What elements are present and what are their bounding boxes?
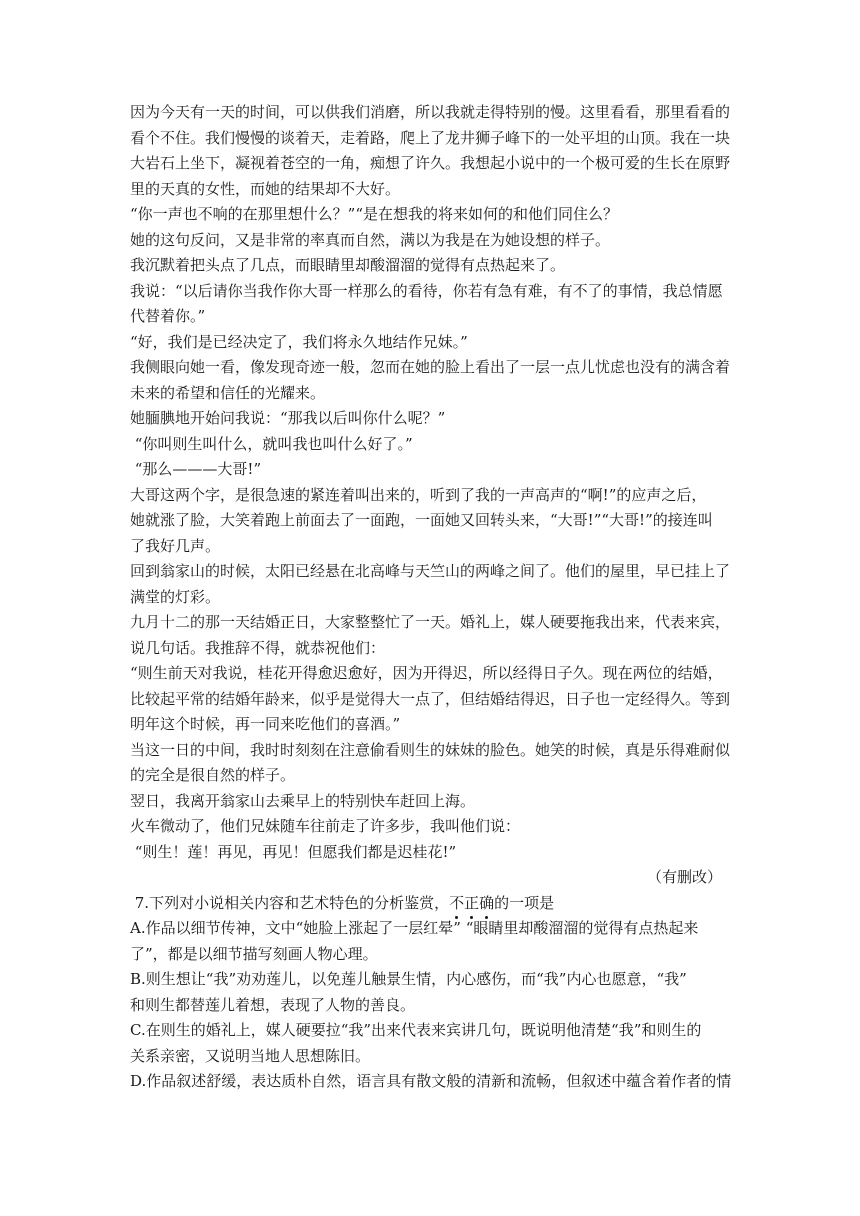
- option-line: C.在则生的婚礼上，媒人硬要拉“我”出来代表来宾讲几句，既说明他清楚“我”和则生的: [130, 1021, 702, 1039]
- passage-body: [130, 100, 740, 1095]
- question-emphasis-2: 正: [464, 891, 479, 917]
- passage-line: 比较起平常的结婚年龄来，似乎是觉得大一点了，但结婚结得迟，日子也一定经得久。等到: [130, 689, 731, 708]
- question-emphasis-1: 不: [449, 891, 464, 917]
- passage-line: 的完全是很自然的样子。: [130, 766, 296, 784]
- passage-line: 因为今天有一天的时间，可以供我们消磨，所以我就走得特别的慢。这里看看，那里看看的: [130, 103, 731, 121]
- passage-line: 九月十二的那一天结婚正日，大家整整忙了一天。婚礼上，媒人硬要拖我出来，代表来宾，: [130, 613, 731, 631]
- passage-line: 满堂的灯彩。: [130, 587, 221, 606]
- passage-line: 她的这句反问，又是非常的率真而自然，满以为我是在为她设想的样子。: [130, 230, 611, 249]
- passage-line: 火车微动了，他们兄妹随车往前走了许多步，我叫他们说：: [130, 817, 521, 835]
- passage-line: 代替着你。”: [130, 307, 206, 325]
- passage-line: 当这一日的中间，我时时刻刻在注意偷看则生的妹妹的脸色。她笑的时候，真是乐得难耐似: [130, 740, 731, 759]
- option-line: 关系亲密，又说明当地人思想陈旧。: [130, 1046, 371, 1065]
- passage-line: “你叫则生叫什么，就叫我也叫什么好了。”: [130, 434, 413, 453]
- option-line: A.作品以细节传神，文中“她脸上涨起了一层红晕” “眼睛里却酸溜溜的觉得有点热起来: [130, 919, 699, 937]
- question-stem: [130, 891, 740, 917]
- passage-line: 我沉默着把头点了几点，而眼睛里却酸溜溜的觉得有点热起来了。: [130, 256, 566, 274]
- passage-line: “那么———大哥!”: [130, 460, 262, 478]
- passage-line: 我说：“以后请你当我作你大哥一样那么的看待，你若有急有难，有不了的事情，我总情愿: [130, 281, 723, 300]
- passage-line: 大哥这两个字，是很急速的紧连着叫出来的，听到了我的一声高声的“啊!”的应声之后，: [130, 485, 707, 504]
- option-line: 和则生都替莲儿着想，表现了人物的善良。: [130, 995, 416, 1014]
- passage-line: “则生前天对我说，桂花开得愈迟愈好，因为开得迟，所以经得日子久。现在两位的结婚，: [130, 664, 723, 682]
- passage-line: 里的天真的女性，而她的结果却不大好。: [130, 179, 401, 198]
- option-line: B.则生想让“我”劝劝莲儿，以免莲儿触景生情，内心感伤，而“我”内心也愿意，“我”: [130, 970, 687, 988]
- option-line: D.作品叙述舒缓，表达质朴自然，语言具有散文般的清新和流畅，但叙述中蕴含着作者的情: [130, 1072, 732, 1090]
- passage-line: “则生！莲！再见，再见！但愿我们都是迟桂花!”: [130, 842, 457, 861]
- passage-line: 看个不住。我们慢慢的谈着天，走着路，爬上了龙井狮子峰下的一处平坦的山顶。我在一块: [130, 128, 731, 147]
- passage-line: 明年这个时候，再一同来吃他们的喜酒。”: [130, 715, 401, 733]
- question-stem-after: 的一项是: [494, 893, 555, 912]
- passage-line: 翌日，我离开翁家山去乘早上的特别快车赶回上海。: [130, 791, 476, 810]
- passage-line: 她腼腆地开始问我说：“那我以后叫你什么呢？”: [130, 409, 446, 427]
- passage-line: 说几句话。我推辞不得，就恭祝他们：: [130, 638, 386, 657]
- passage-line: 大岩石上坐下，凝视着苍空的一角，痴想了许久。我想起小说中的一个极可爱的生长在原野: [130, 154, 731, 172]
- passage-line: 未来的希望和信任的光耀来。: [130, 383, 326, 402]
- question-stem-before: 7.下列对小说相关内容和艺术特色的分析鉴赏，: [130, 893, 450, 912]
- passage-line: 回到翁家山的时候，太阳已经悬在北高峰与天竺山的两峰之间了。他们的屋里，早已挂上了: [130, 562, 731, 580]
- passage-line: “你一声也不响的在那里想什么？”“是在想我的将来如何的和他们同住么？: [130, 205, 619, 223]
- option-line: 了”，都是以细节描写刻画人物心理。: [130, 944, 378, 963]
- passage-line: “好，我们是已经决定了，我们将永久地结作兄妹。”: [130, 332, 468, 351]
- question-emphasis-3: 确: [479, 891, 494, 917]
- passage-line: 我侧眼向她一看，像发现奇迹一般，忽而在她的脸上看出了一层一点儿忧虑也没有的满含着: [130, 358, 731, 376]
- passage-line: 她就涨了脸，大笑着跑上前面去了一面跑，一面她又回转头来，“大哥!”“大哥!”的接连叫: [130, 511, 713, 529]
- passage-line: 了我好几声。: [130, 536, 221, 555]
- source-note: （有删改）: [646, 868, 722, 886]
